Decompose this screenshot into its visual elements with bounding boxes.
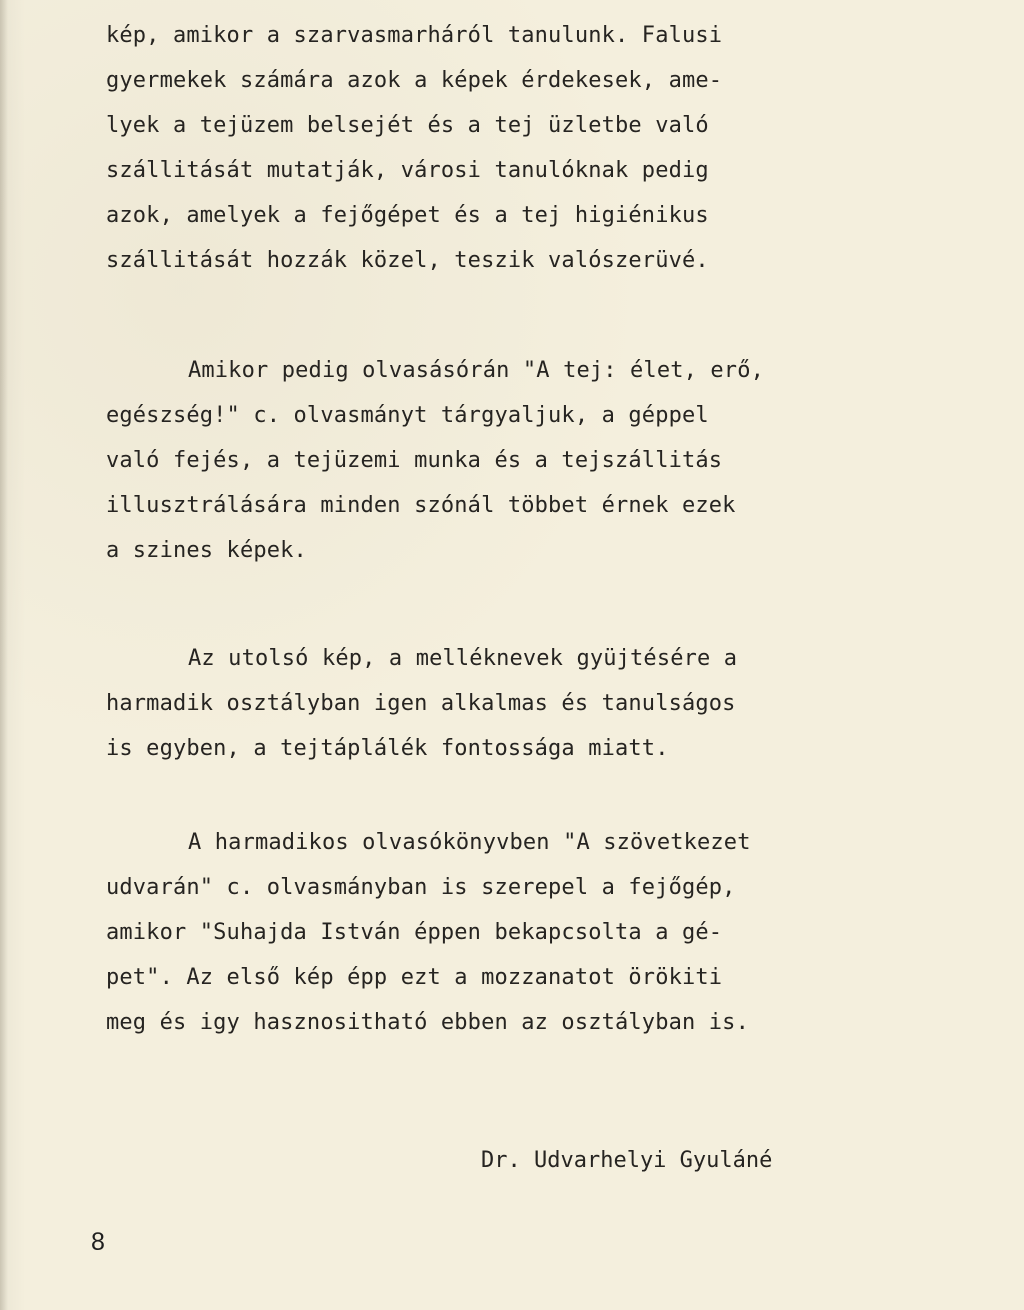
- text-line: szállitását mutatják, városi tanulóknak pedig: [106, 158, 709, 183]
- paragraph-3: [106, 636, 926, 771]
- text-line: pet". Az első kép épp ezt a mozzanatot örökiti: [106, 965, 723, 990]
- text-line: lyek a tejüzem belsejét és a tej üzletbe való: [106, 113, 709, 138]
- author-signature: Dr. Udvarhelyi Gyuláné: [481, 1148, 773, 1173]
- text-line: való fejés, a tejüzemi munka és a tejszállitás: [106, 448, 723, 473]
- text-line: illusztrálására minden szónál többet érnek ezek: [106, 493, 736, 518]
- text-line: udvarán" c. olvasmányban is szerepel a fejőgép,: [106, 875, 736, 900]
- text-line: gyermekek számára azok a képek érdekesek, ame-: [106, 68, 723, 93]
- page-number: 8: [91, 1228, 105, 1256]
- text-line: harmadik osztályban igen alkalmas és tanulságos: [106, 691, 736, 716]
- text-line: egészség!" c. olvasmányt tárgyaljuk, a géppel: [106, 403, 709, 428]
- paragraph-2: [106, 348, 926, 573]
- text-line: a szines képek.: [106, 538, 307, 563]
- text-line: amikor "Suhajda István éppen bekapcsolta a gé-: [106, 920, 723, 945]
- paragraph-1: [106, 13, 926, 283]
- text-line: kép, amikor a szarvasmarháról tanulunk. Falusi: [106, 23, 723, 48]
- text-line: Amikor pedig olvasásórán "A tej: élet, erő,: [188, 358, 764, 383]
- text-line: szállitását hozzák közel, teszik valószerüvé.: [106, 248, 709, 273]
- text-line: Az utolsó kép, a melléknevek gyüjtésére a: [188, 646, 738, 671]
- text-line: meg és igy hasznositható ebben az osztályban is.: [106, 1010, 749, 1035]
- text-line: azok, amelyek a fejőgépet és a tej higiénikus: [106, 203, 709, 228]
- text-line: is egyben, a tejtáplálék fontossága miatt.: [106, 736, 669, 761]
- text-line: A harmadikos olvasókönyvben "A szövetkezet: [188, 830, 751, 855]
- left-page-edge: [0, 0, 8, 1310]
- paragraph-4: [106, 820, 926, 1045]
